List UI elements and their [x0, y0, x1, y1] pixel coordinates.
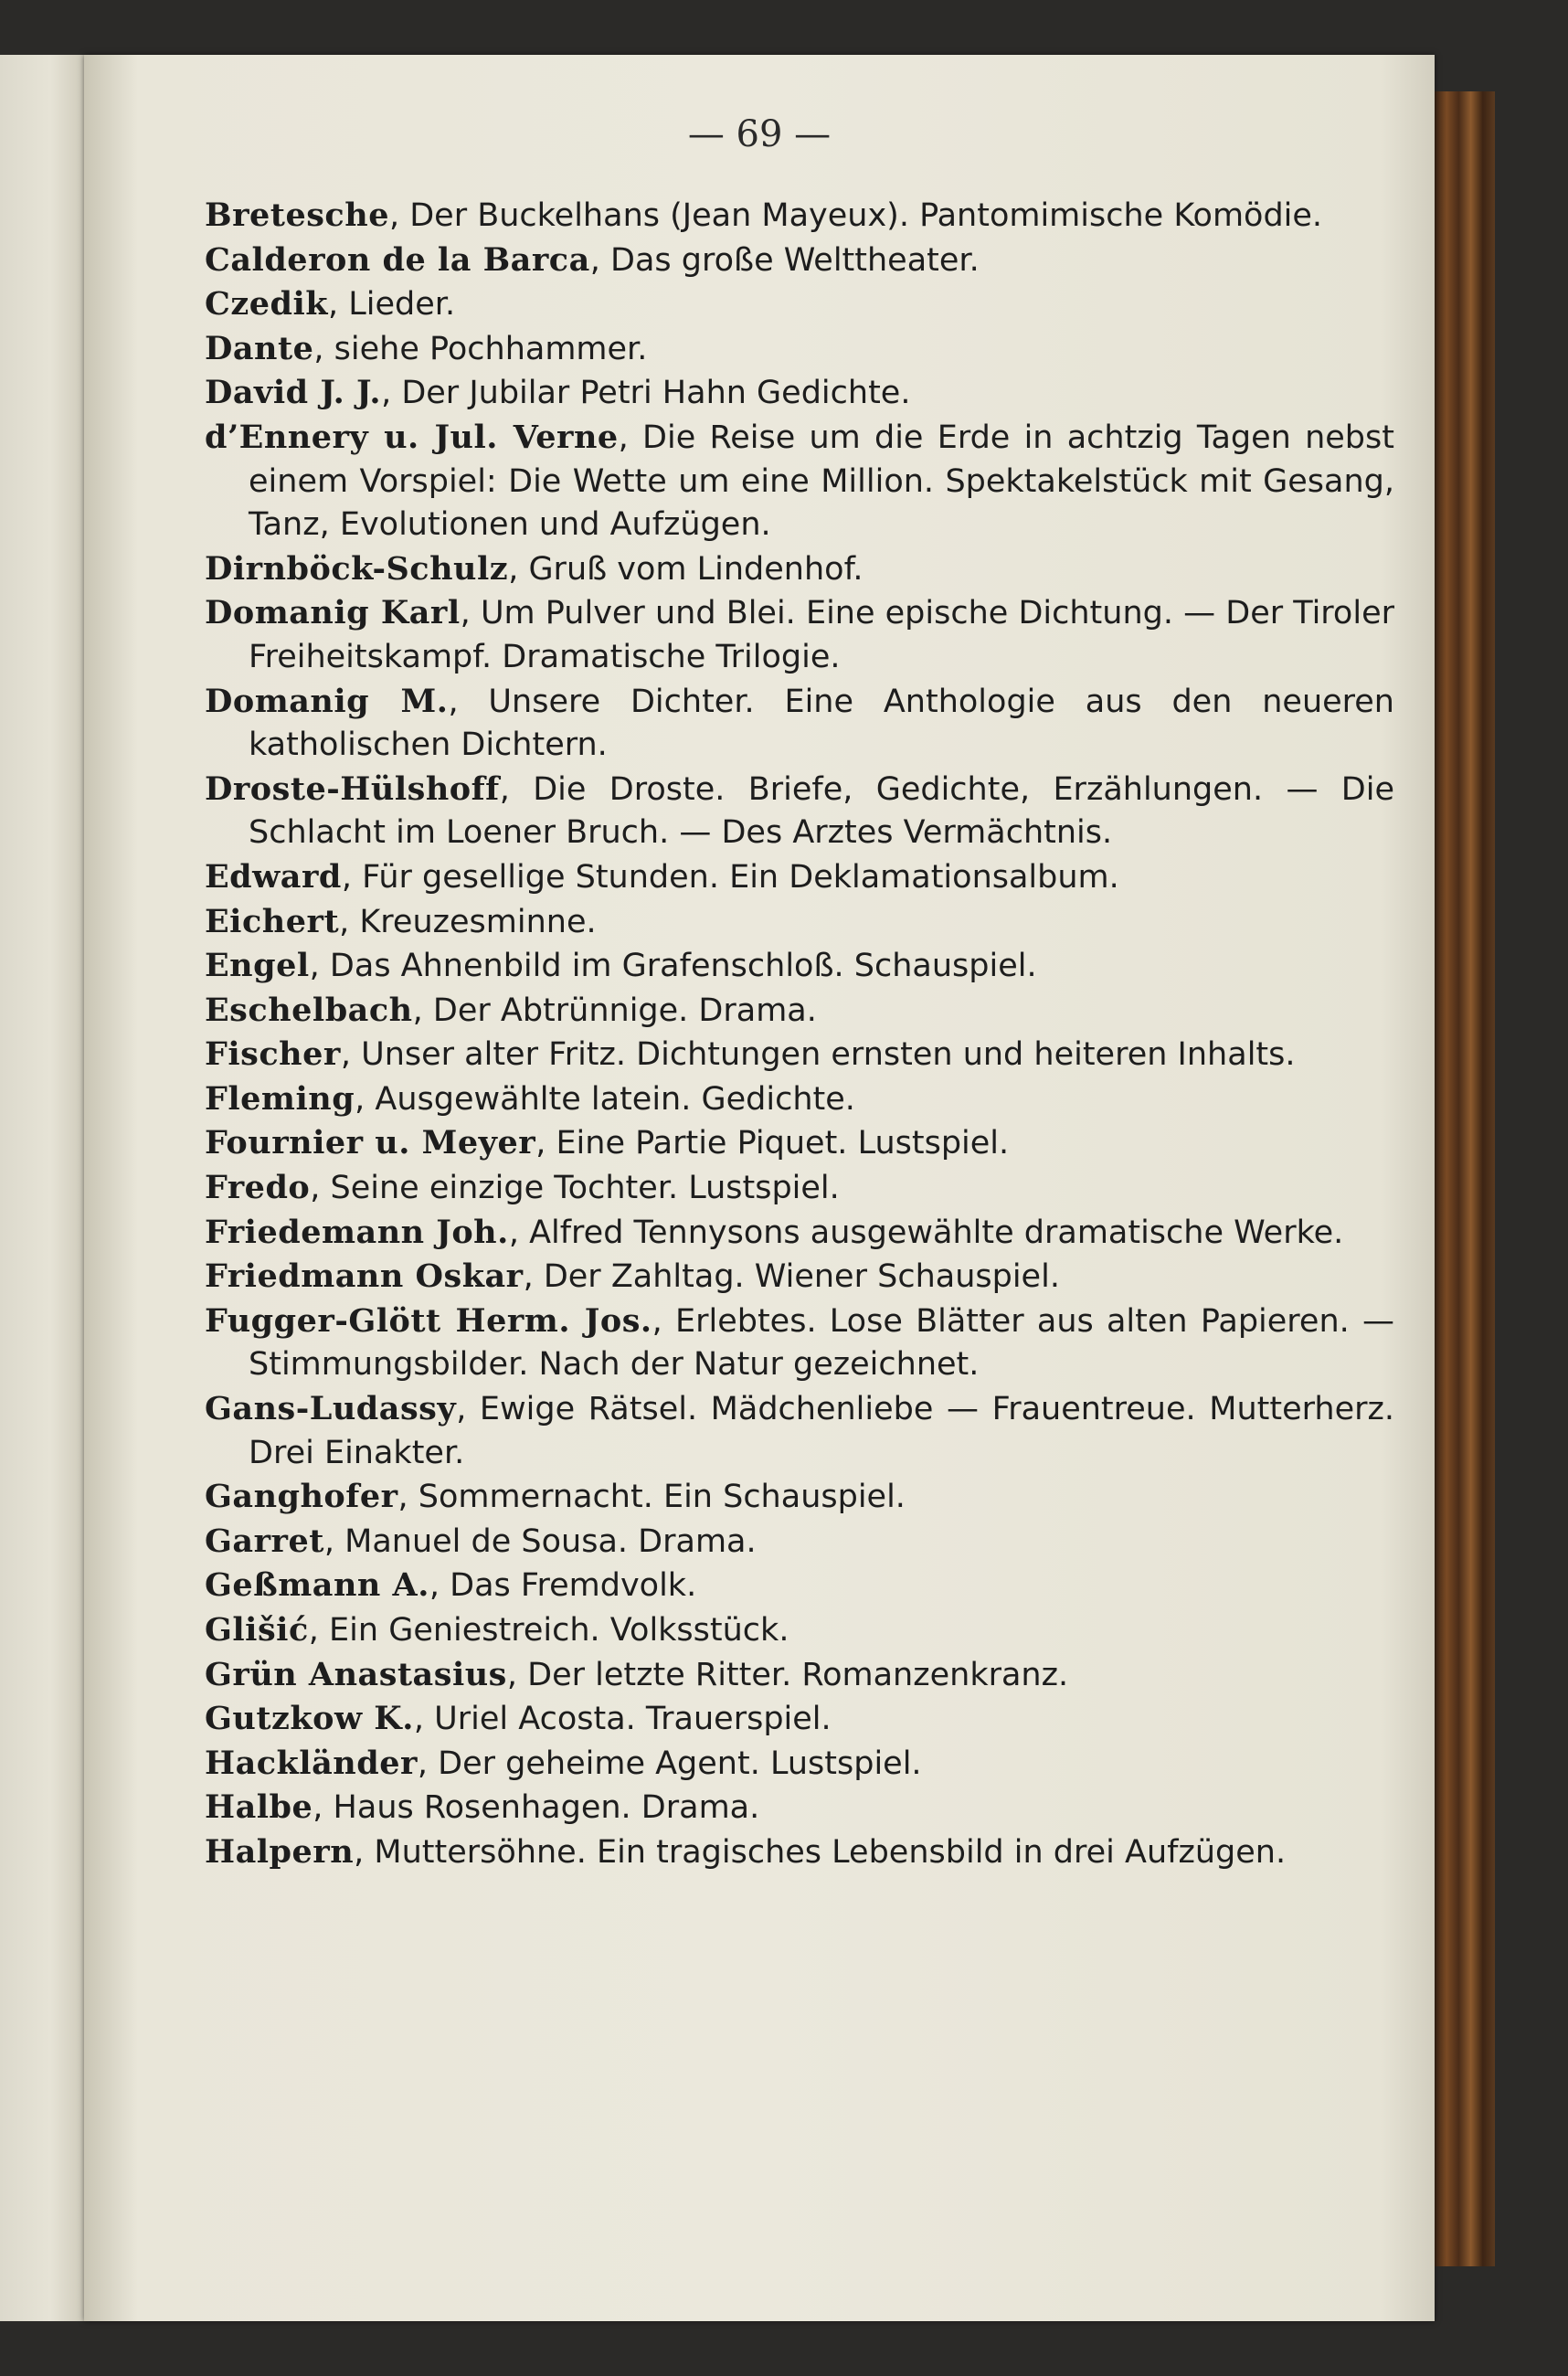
entry-title: , Um Pulver und Blei. Eine epische Dichtung. — Der Tiroler Freiheitskampf. Dramatische Trilogie. [249, 595, 1394, 675]
bibliography-entry [205, 416, 1394, 547]
entry-author: David J. J. [205, 374, 382, 412]
entry-author: Fischer [205, 1035, 341, 1074]
entry-title: , Der Buckelhans (Jean Mayeux). Pantomimische Komödie. [388, 197, 1323, 234]
entry-title: , Gruß vom Lindenhof. [508, 550, 863, 588]
entry-author: Friedemann Joh. [205, 1213, 509, 1251]
entry-title: , Unsere Dichter. Eine Anthologie aus den neueren katholischen Dichtern. [249, 683, 1394, 764]
entry-title: , Haus Rosenhagen. Drama. [313, 1789, 760, 1827]
entry-author: Dirnböck-Schulz [205, 549, 509, 588]
entry-title: , Für gesellige Stunden. Ein Deklamationsalbum. [341, 858, 1119, 896]
entry-author: Domanig Karl [205, 594, 461, 632]
bibliography-entry [205, 1475, 1394, 1520]
bibliography-entry [205, 680, 1394, 768]
book-cover-edge [1435, 91, 1495, 2266]
entry-author: Hackländer [205, 1744, 418, 1782]
entry-title: , Der letzte Ritter. Romanzenkranz. [506, 1656, 1069, 1693]
entry-author: Gutzkow K. [205, 1700, 414, 1738]
entry-title: , Uriel Acosta. Trauerspiel. [413, 1701, 832, 1738]
entry-title: , Alfred Tennysons ausgewählte dramatische Werke. [508, 1214, 1344, 1251]
entry-title: , Der geheime Agent. Lustspiel. [417, 1745, 922, 1782]
entry-title: , Ewige Rätsel. Mädchenliebe — Frauentreue. Mutterherz. Drei Einakter. [249, 1391, 1394, 1471]
page-number: — 69 — [687, 113, 832, 155]
entry-title: , Der Abtrünnige. Drama. [412, 992, 817, 1029]
entry-author: d’Ennery u. Jul. Verne [205, 418, 619, 456]
entry-author: Czedik [205, 285, 329, 324]
bibliography-entry [205, 1033, 1394, 1077]
bibliography-entry [205, 1697, 1394, 1742]
entry-author: Garret [205, 1522, 324, 1560]
entry-author: Eschelbach [205, 991, 413, 1029]
bibliography-entry [205, 1608, 1394, 1653]
entry-title: , siehe Pochhammer. [313, 330, 648, 367]
bibliography-entry [205, 1255, 1394, 1299]
bibliography-entry [205, 1211, 1394, 1256]
bibliography-entry [205, 327, 1394, 372]
bibliography-list [205, 194, 1394, 1875]
entry-title: , Muttersöhne. Ein tragisches Lebensbild in drei Aufzügen. [354, 1833, 1287, 1871]
entry-author: Gans-Ludassy [205, 1390, 457, 1428]
entry-author: Fugger-Glött Herm. Jos. [205, 1301, 652, 1340]
entry-title: , Das Fremdvolk. [429, 1567, 697, 1605]
entry-author: Grün Anastasius [205, 1655, 507, 1693]
bibliography-entry [205, 239, 1394, 283]
entry-title: , Die Reise um die Erde in achtzig Tagen nebst einem Vorspiel: Die Wette um eine Million. Spektakelstück mit Gesang, Tanz, Evolutionen und Aufzügen. [249, 419, 1394, 544]
entry-title: , Ausgewählte latein. Gedichte. [355, 1080, 855, 1118]
bibliography-entry [205, 194, 1394, 239]
bibliography-entry [205, 1653, 1394, 1698]
entry-title: , Der Jubilar Petri Hahn Gedichte. [381, 375, 911, 412]
entry-author: Dante [205, 329, 314, 367]
bibliography-entry [205, 1742, 1394, 1787]
entry-author: Calderon de la Barca [205, 240, 590, 279]
entry-author: Bretesche [205, 196, 389, 234]
entry-author: Halpern [205, 1832, 355, 1871]
bibliography-entry [205, 855, 1394, 900]
entry-author: Engel [205, 947, 310, 985]
bibliography-entry [205, 591, 1394, 679]
bibliography-entry [205, 1564, 1394, 1608]
entry-author: Geßmann A. [205, 1566, 429, 1605]
bibliography-entry [205, 1077, 1394, 1122]
book-page [84, 55, 1435, 2321]
bibliography-entry [205, 1166, 1394, 1211]
entry-title: , Ein Geniestreich. Volksstück. [308, 1612, 789, 1649]
bibliography-entry [205, 1121, 1394, 1166]
bibliography-entry [205, 1520, 1394, 1565]
entry-title: , Das Ahnenbild im Grafenschloß. Schauspiel. [309, 948, 1037, 985]
entry-author: Eichert [205, 902, 340, 940]
entry-title: , Kreuzesminne. [339, 903, 597, 940]
entry-author: Friedmann Oskar [205, 1257, 524, 1296]
bibliography-entry [205, 1830, 1394, 1875]
entry-title: , Eine Partie Piquet. Lustspiel. [535, 1125, 1010, 1162]
bibliography-entry [205, 1387, 1394, 1475]
entry-title: , Lieder. [328, 286, 456, 324]
entry-author: Ganghofer [205, 1478, 398, 1516]
entry-author: Fredo [205, 1169, 311, 1207]
entry-title: , Erlebtes. Lose Blätter aus alten Papieren. — Stimmungsbilder. Nach der Natur gezeichnet. [249, 1302, 1394, 1384]
entry-author: Fournier u. Meyer [205, 1124, 536, 1162]
entry-author: Glišić [205, 1611, 309, 1649]
bibliography-entry [205, 1786, 1394, 1830]
bibliography-entry [205, 989, 1394, 1034]
entry-author: Droste-Hülshoff [205, 769, 500, 808]
entry-title: , Sommernacht. Ein Schauspiel. [397, 1479, 906, 1516]
entry-title: , Unser alter Fritz. Dichtungen ernsten und heiteren Inhalts. [340, 1036, 1296, 1074]
bibliography-entry [205, 768, 1394, 855]
entry-title: , Seine einzige Tochter. Lustspiel. [310, 1170, 840, 1207]
bibliography-entry [205, 944, 1394, 989]
entry-title: , Der Zahltag. Wiener Schauspiel. [523, 1258, 1060, 1296]
entry-title: , Die Droste. Briefe, Gedichte, Erzählungen. — Die Schlacht im Loener Bruch. — Des Arztes Vermächtnis. [249, 770, 1394, 852]
left-page-edge [0, 55, 84, 2321]
bibliography-entry [205, 1299, 1394, 1387]
entry-title: , Das große Welttheater. [589, 241, 980, 279]
entry-author: Edward [205, 857, 342, 896]
bibliography-entry [205, 547, 1394, 592]
entry-author: Domanig M. [205, 682, 449, 720]
entry-author: Fleming [205, 1079, 355, 1118]
entry-title: , Manuel de Sousa. Drama. [323, 1522, 757, 1560]
bibliography-entry [205, 282, 1394, 327]
entry-author: Halbe [205, 1788, 313, 1827]
bibliography-entry [205, 900, 1394, 945]
bibliography-entry [205, 371, 1394, 416]
